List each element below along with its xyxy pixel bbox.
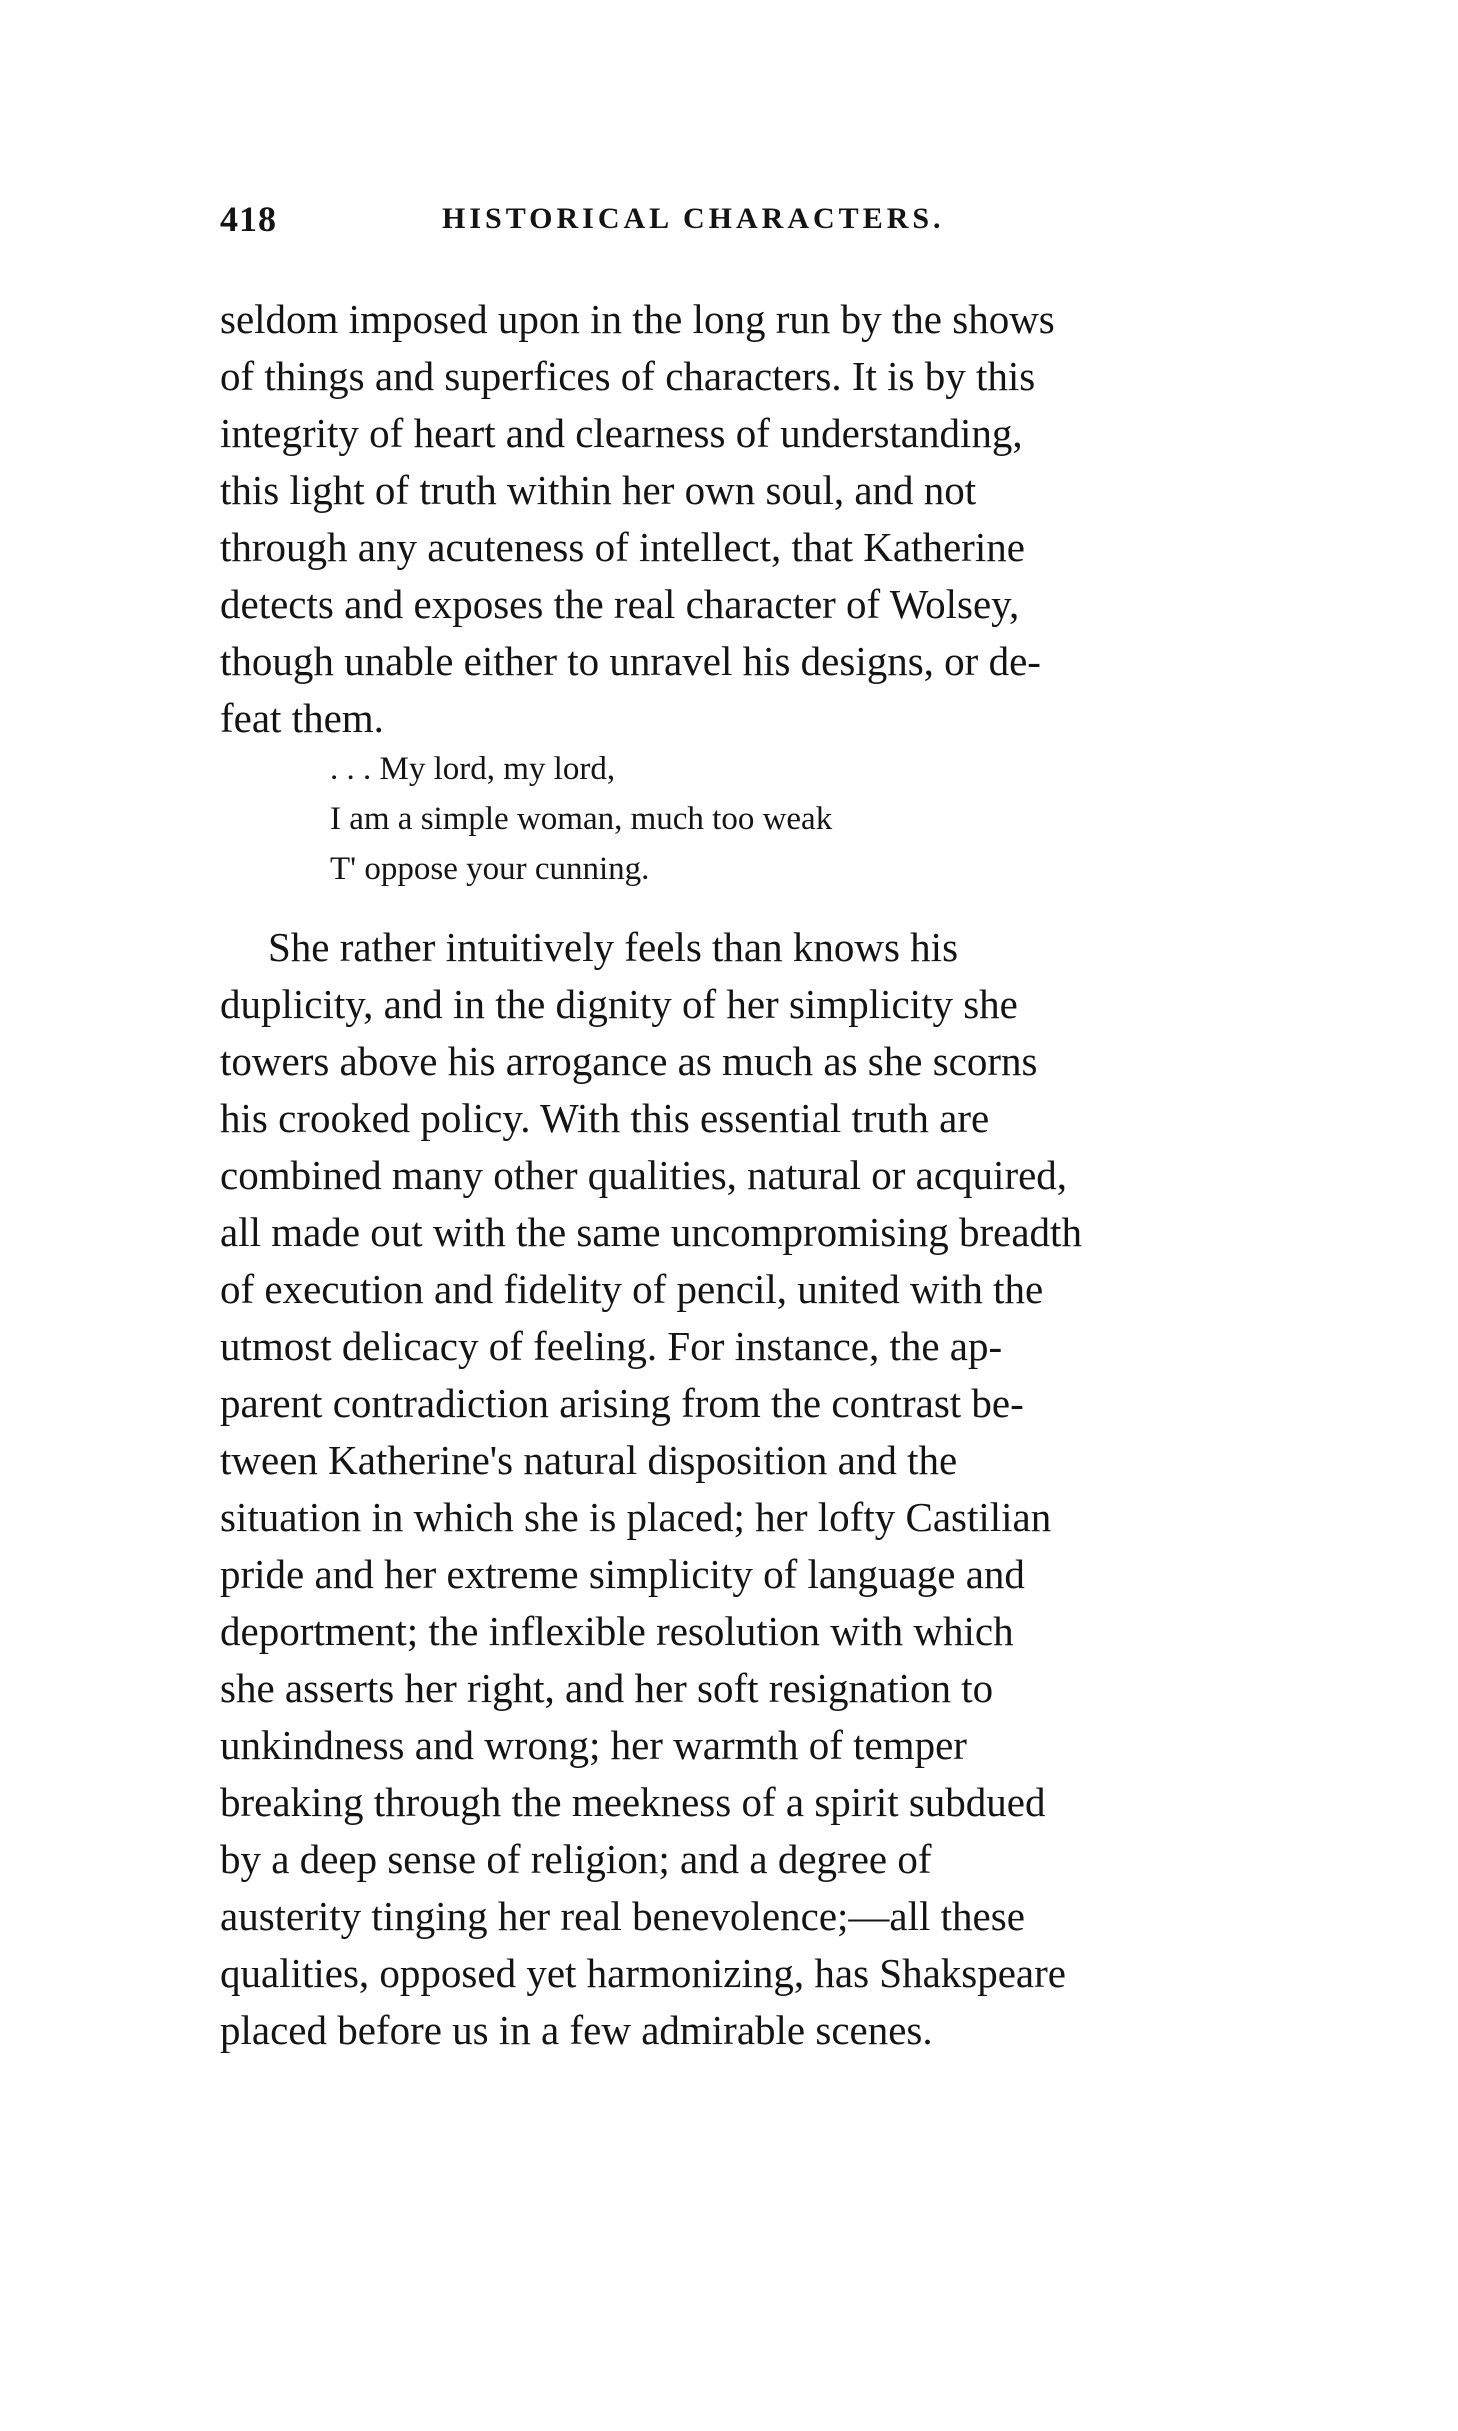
quote-line: T' oppose your cunning. <box>330 851 650 887</box>
quote-line: . . . My lord, my lord, <box>330 751 616 787</box>
text-line: integrity of heart and clearness of understanding, <box>220 410 1023 456</box>
text-line: of things and superfices of characters. It is by this <box>220 353 1036 399</box>
text-line: breaking through the meekness of a spirit subdued <box>220 1779 1046 1825</box>
text-line: through any acuteness of intellect, that Katherine <box>220 524 1025 570</box>
text-line: all made out with the same uncompromising breadth <box>220 1209 1082 1255</box>
text-line: duplicity, and in the dignity of her simplicity she <box>220 981 1018 1027</box>
text-line: deportment; the inflexible resolution with which <box>220 1608 1014 1654</box>
text-line: qualities, opposed yet harmonizing, has Shakspeare <box>220 1950 1066 1996</box>
text-line: utmost delicacy of feeling. For instance, the ap- <box>220 1323 1003 1369</box>
text-line: situation in which she is placed; her lofty Castilian <box>220 1494 1052 1540</box>
text-line: detects and exposes the real character of Wolsey, <box>220 581 1020 627</box>
text-line: tween Katherine's natural disposition and the <box>220 1437 958 1483</box>
text-line: combined many other qualities, natural or acquired, <box>220 1152 1068 1198</box>
text-line: by a deep sense of religion; and a degree of <box>220 1836 932 1882</box>
text-line: placed before us in a few admirable scenes. <box>220 2007 933 2053</box>
text-line: though unable either to unravel his designs, or de- <box>220 638 1041 684</box>
text-line: she asserts her right, and her soft resignation to <box>220 1665 994 1711</box>
text-line: seldom imposed upon in the long run by the shows <box>220 296 1055 342</box>
text-line: feat them. <box>220 695 384 741</box>
text-line: pride and her extreme simplicity of language and <box>220 1551 1025 1597</box>
text-line: austerity tinging her real benevolence;—all these <box>220 1893 1025 1939</box>
text-line: She rather intuitively feels than knows his <box>268 924 959 970</box>
text-line: this light of truth within her own soul, and not <box>220 467 977 513</box>
page-number: 418 <box>220 199 277 239</box>
text-line: of execution and fidelity of pencil, united with the <box>220 1266 1044 1312</box>
text-line: towers above his arrogance as much as she scorns <box>220 1038 1038 1084</box>
text-line: his crooked policy. With this essential truth are <box>220 1095 990 1141</box>
running-head: HISTORICAL CHARACTERS. <box>442 202 945 235</box>
page-header <box>220 198 1000 246</box>
text-line: unkindness and wrong; her warmth of temper <box>220 1722 967 1768</box>
text-line: parent contradiction arising from the contrast be- <box>220 1380 1024 1426</box>
quote-line: I am a simple woman, much too weak <box>330 801 833 837</box>
